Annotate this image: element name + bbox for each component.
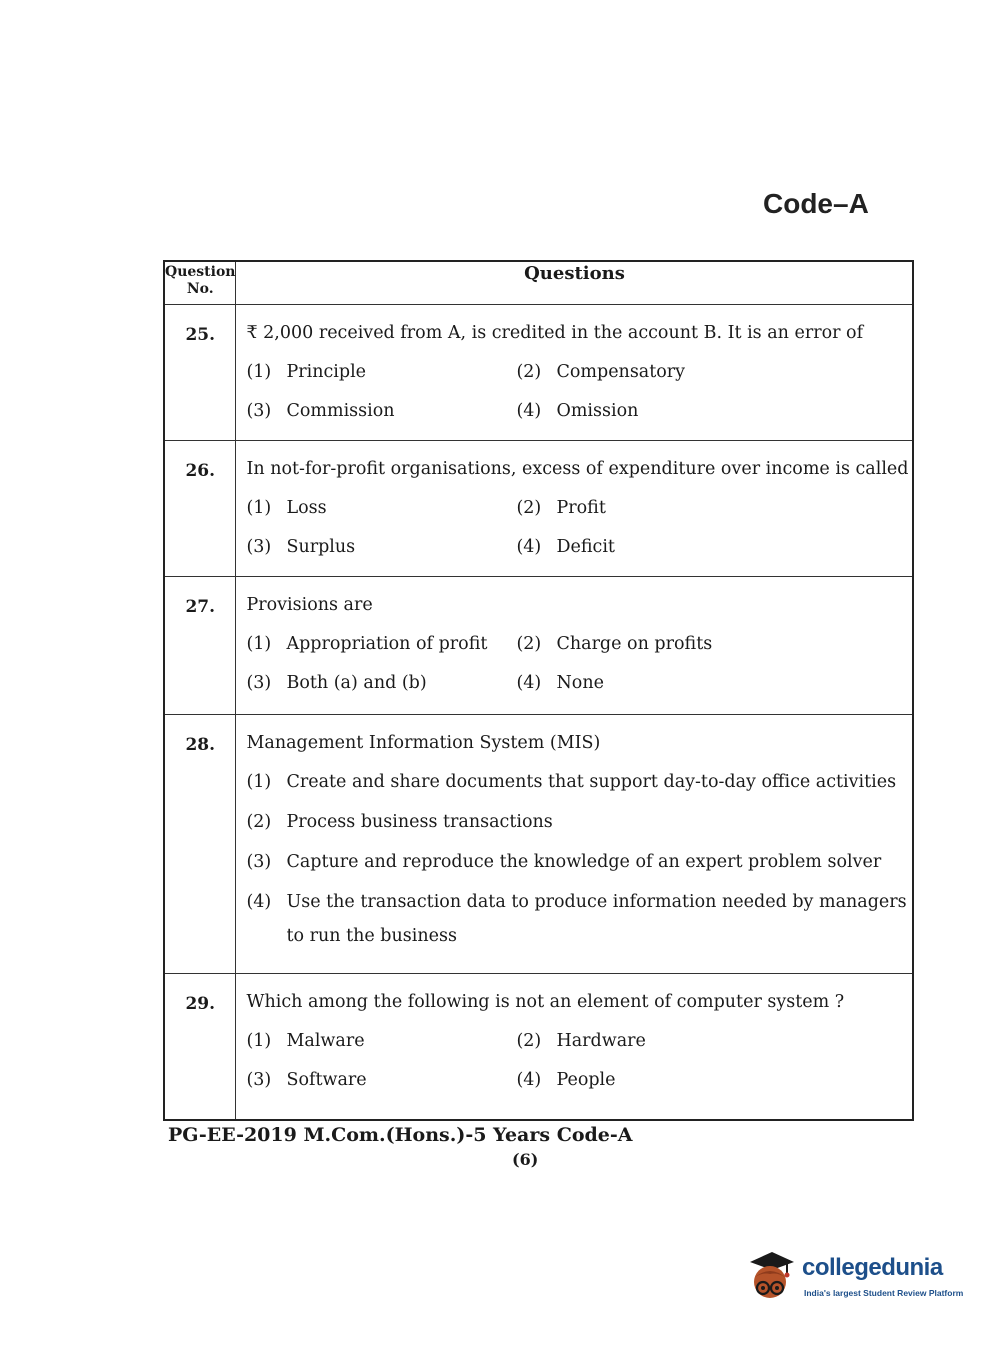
question-row [164,441,913,577]
question-text: Management Information System (MIS) [246,733,601,753]
question-number: 27. [164,577,236,715]
options-list [246,772,908,946]
brand-name: collegedunia [802,1254,943,1281]
footer-exam-code: PG-EE-2019 M.Com.(Hons.)-5 Years Code-A [168,1124,633,1146]
question-row [164,577,913,715]
option-1: (1) Principle [246,362,367,382]
page-number: (6) [512,1150,539,1169]
option-4: (4) Omission [516,401,639,421]
option-1: (1) Loss [246,498,327,518]
question-body [236,441,914,577]
question-number: 29. [164,974,236,1120]
option-4: (4) None [516,673,604,693]
option-3: (3) Commission [246,401,395,421]
option-3: (3) Capture and reproduce the knowledge of an expert problem solver [246,852,882,872]
options-grid [246,362,908,421]
option-3: (3) Surplus [246,537,356,557]
option-1: (1) Malware [246,1031,365,1051]
question-number: 28. [164,715,236,974]
option-4: (4) Use the transaction data to produce information needed by managers to run the business [246,892,907,946]
options-grid [246,498,908,557]
question-body [236,305,914,441]
code-label: Code–A [763,188,869,219]
question-row [164,305,913,441]
question-row [164,974,913,1120]
question-body [236,974,914,1120]
question-body [236,715,914,974]
option-4: (4) Deficit [516,537,615,557]
question-text: Which among the following is not an element of computer system ? [246,992,845,1012]
question-number: 25. [164,305,236,441]
question-text: Provisions are [246,595,373,615]
brand-logo [742,1248,972,1308]
option-2: (2) Hardware [516,1031,646,1051]
question-row [164,715,913,974]
option-2: (2) Process business transactions [246,812,553,832]
table-header-row [164,261,913,305]
question-number: 26. [164,441,236,577]
option-1: (1) Create and share documents that support day-to-day office activities [246,772,897,792]
option-2: (2) Profit [516,498,606,518]
brand-tagline: India's largest Student Review Platform [804,1288,964,1298]
option-4-continuation: to run the business [286,926,457,946]
option-4: (4) People [516,1070,616,1090]
questions-header: Questions [236,261,914,305]
option-3: (3) Software [246,1070,367,1090]
question-text: In not-for-profit organisations, excess of expenditure over income is called [246,459,909,479]
mascot-icon [742,1248,798,1308]
question-text: ₹ 2,000 received from A, is credited in the account B. It is an error of [246,323,864,343]
options-grid [246,634,908,693]
option-3: (3) Both (a) and (b) [246,673,427,693]
question-no-header: Question No. [164,261,236,305]
question-body [236,577,914,715]
questions-table [163,260,914,1121]
option-1: (1) Appropriation of profit [246,634,488,654]
option-2: (2) Compensatory [516,362,686,382]
option-2: (2) Charge on profits [516,634,713,654]
options-grid [246,1031,908,1090]
